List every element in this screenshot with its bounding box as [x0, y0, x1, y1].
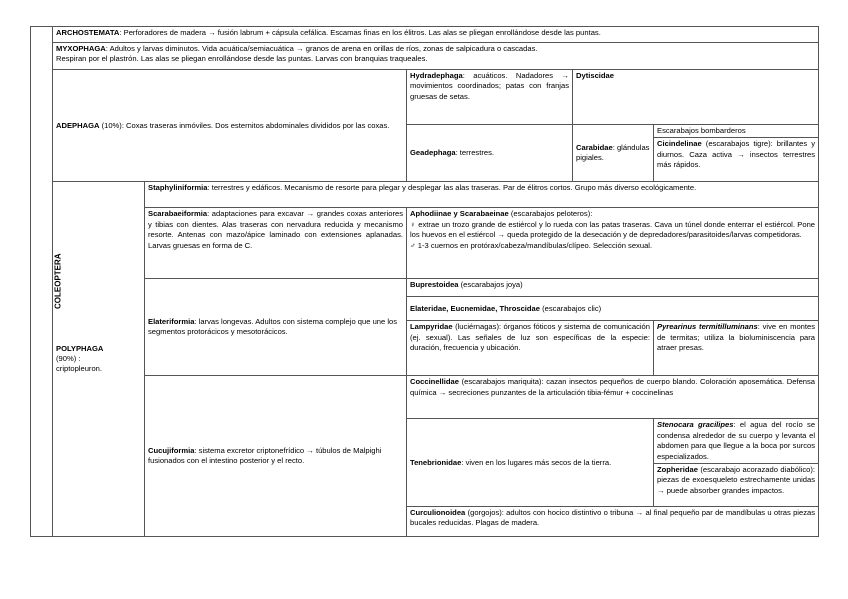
zopheridae-desc: (escarabajo acorazado diabólico): piezas de exoesqueleto estrechamente unidas → puede absorber grandes impactos. [657, 465, 816, 495]
myxophaga-desc-2: Respiran por el plastrón. Las alas se pliegan enrollándose desde las puntas. Larvas con branquias traqueales. [56, 54, 428, 64]
dytiscidae-name: Dytiscidae [576, 71, 614, 80]
elateriformia-desc: : larvas longevas. Adultos con sistema complejo que une los segmentos protorácicos y mesotorácicos. [148, 317, 398, 337]
curculionoidea-name: Curculionoidea [410, 508, 466, 518]
archostemata-name: ARCHOSTEMATA [56, 28, 120, 37]
curculionoidea-desc: (gorgojos): adultos con hocico distintivo o tribuna → al final pequeño par de mandíbulas u otras piezas bucales reducidas. Plagas de madera. [410, 508, 816, 528]
elateridae-desc: (escarabajos clic) [540, 303, 602, 313]
elateridae-cell [407, 297, 819, 321]
buprestoidea-name: Buprestoidea [410, 280, 459, 290]
curculionoidea-cell [407, 507, 819, 537]
cucujiformia-desc: : sistema excretor criptonefrídico → túbulos de Malpighi fusionados con el intestino posterior y el recto. [148, 445, 382, 466]
hydradephaga-name: Hydradephaga [410, 71, 463, 80]
myxophaga-row [53, 43, 819, 70]
tenebrionidae-name: Tenebrionidae [410, 457, 462, 467]
polyphaga-cell [53, 182, 145, 537]
cicindelinae-name: Cicindelinae [657, 139, 702, 149]
buprestoidea-cell [407, 279, 819, 297]
aphodiinae-cell [407, 208, 819, 279]
elateriformia-name: Elateriformia [148, 317, 195, 326]
buprestoidea-desc: (escarabajos joya) [458, 280, 523, 290]
adephaga-cell [53, 70, 407, 182]
lampyridae-desc: (luciérnagas): órganos fóticos y sistema de comunicación (ej. sexual). Las señales de luz son específicas de la especie: duración, frecuencia y ubicación. [410, 322, 650, 353]
zopheridae-cell [654, 464, 819, 507]
tenebrionidae-desc: : viven en los lugares más secos de la tierra. [461, 457, 612, 467]
pyrearinus-cell [654, 321, 819, 376]
coccinellidae-cell [407, 376, 819, 419]
adephaga-name: ADEPHAGA [56, 120, 100, 130]
scarabaeiformia-name: Scarabaeiformia [148, 209, 208, 219]
coccinellidae-name: Coccinellidae [410, 377, 459, 387]
cucujiformia-name: Cucujiformia [148, 445, 195, 455]
archostemata-desc: : Perforadores de madera → fusión labrum + cápsula cefálica. Escamas finas en los élitros. Las alas se pliegan enrollándose desde las puntas. [119, 28, 601, 37]
aphodiinae-desc: (escarabajos peloteros): [508, 209, 593, 219]
carabidae-desc: : glándulas pigiales. [576, 142, 650, 163]
scarabaeiformia-cell [145, 208, 407, 279]
aphodiinae-male: ♂ 1-3 cuernos en protórax/cabeza/mandíbulas/clípeo. Selección sexual. [410, 240, 653, 250]
order-cell [31, 27, 63, 537]
pyrearinus-desc: : vive en montes de termitas; utiliza la bioluminiscencia para atraer presas. [657, 322, 816, 353]
aphodiinae-female: ♀ extrae un trozo grande de estiércol y lo rueda con las patas traseras. Cava un túnel donde enterrar el estiércol. Pone los huevos en el estiércol → queda protegido de la desecación y de depredadores/parasitoides/larvas competidoras. [410, 219, 816, 240]
bombarderos-text: Escarabajos bombarderos [657, 126, 746, 135]
stenocara-cell [654, 419, 819, 464]
myxophaga-name: MYXOPHAGA [56, 44, 106, 53]
bombarderos-cell [654, 125, 819, 138]
coleoptera-table [30, 26, 819, 537]
pyrearinus-name: Pyrearinus termitilluminans [657, 322, 758, 332]
coccinellidae-desc: (escarabajos mariquita): cazan insectos pequeños de cuerpo blando. Coloración aposemática. Defensa química → secreciones punzantes de la articulación tibia-fémur + coccinelinas [410, 377, 816, 397]
cicindelinae-cell [654, 138, 819, 182]
tenebrionidae-cell [407, 419, 654, 507]
dytiscidae-cell [573, 70, 819, 125]
archostemata-row [53, 27, 819, 43]
elateriformia-cell [145, 279, 407, 376]
geadephaga-name: Geadephaga [410, 148, 456, 157]
stenocara-desc: : el agua del rocío se condensa alrededor de su cuerpo y levanta el abdomen para que llegue a la boca por surcos especializados. [657, 420, 816, 461]
staphyliniformia-cell [145, 182, 819, 208]
polyphaga-desc: criptopleuron. [56, 364, 103, 374]
stenocara-name: Stenocara gracilipes [657, 420, 734, 430]
scarabaeiformia-desc: : adaptaciones para excavar → grandes coxas anteriores y tibias con dientes. Alas traseras con nervadura reducida y mecanismo resorte. Antenas con mazo/ápice laminado con extensiones aplanadas. Larvas gruesas en forma de C. [148, 209, 403, 250]
staphyliniformia-name: Staphyliniformia [148, 183, 208, 193]
polyphaga-pct: (90%) : [56, 354, 81, 364]
geadephaga-cell [407, 125, 573, 182]
order-label: COLEOPTERA [53, 253, 63, 310]
hydradephaga-cell [407, 70, 573, 125]
aphodiinae-name: Aphodiinae y Scarabaeinae [410, 209, 509, 219]
polyphaga-name: POLYPHAGA [56, 343, 104, 353]
lampyridae-name: Lampyridae [410, 322, 453, 332]
staphyliniformia-desc: : terrestres y edáficos. Mecanismo de resorte para plegar y desplegar las alas traseras. Par de élitros cortos. Grupo más diverso ecológicamente. [207, 183, 697, 193]
myxophaga-desc-1: : Adultos y larvas diminutos. Vida acuática/semiacuática → granos de arena en orillas de ríos, zonas de salpicadura o cascadas. [105, 44, 538, 53]
carabidae-name: Carabidae [576, 142, 613, 152]
carabidae-cell [573, 125, 654, 182]
lampyridae-cell [407, 321, 654, 376]
cucujiformia-cell [145, 376, 407, 537]
cicindelinae-desc: (escarabajos tigre): brillantes y diurnos. Caza activa → insectos terrestres más rápidos. [657, 139, 816, 170]
elateridae-name: Elateridae, Eucnemidae, Throscidae [410, 303, 540, 313]
geadephaga-desc: : terrestres. [455, 148, 494, 157]
zopheridae-name: Zopheridae [657, 465, 698, 475]
adephaga-desc: (10%): Coxas traseras inmóviles. Dos esternitos abdominales divididos por las coxas. [99, 120, 390, 130]
hydradephaga-desc: : acuáticos. Nadadores → movimientos coordinados; patas con franjas gruesas de setas. [410, 71, 569, 101]
